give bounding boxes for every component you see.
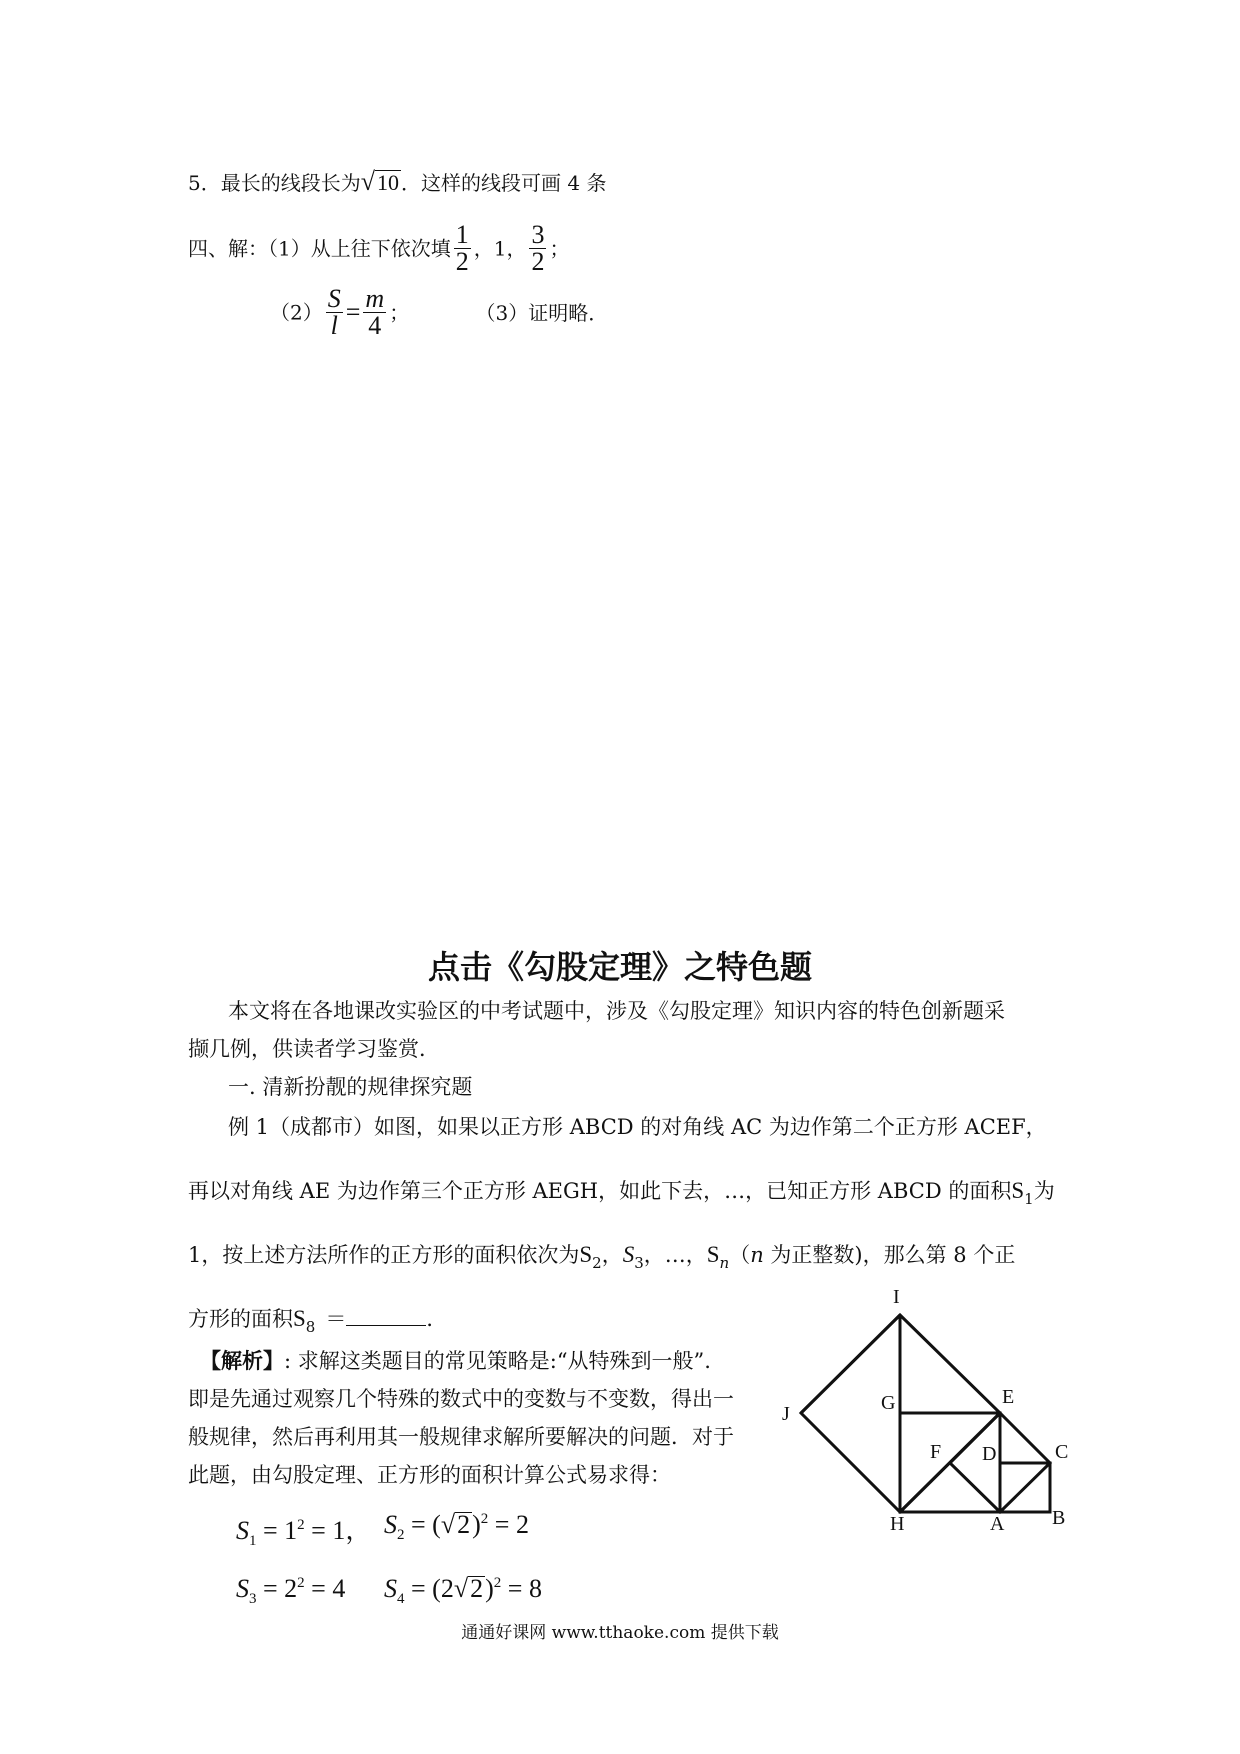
label-c: C xyxy=(1055,1441,1069,1463)
intro-line-1: 本文将在各地课改实验区的中考试题中，涉及《勾股定理》知识内容的特色创新题采 xyxy=(228,999,1005,1023)
equation-s4: $S_4 = (2√2)^2 = 8$ xyxy=(384,1574,542,1607)
sqrt-10: 10 xyxy=(377,170,400,195)
answer-5-text-before: 5．最长的线段长为 xyxy=(188,171,361,195)
label-j: J xyxy=(782,1403,790,1425)
equals-sign: = xyxy=(345,297,361,327)
answer-4-2 xyxy=(270,286,608,339)
answer-5: 5．最长的线段长为√10 ．这样的线段可画 4 条 xyxy=(188,167,607,196)
example-line-4: 方形的面积$S_8$ ＝ ． xyxy=(188,1306,448,1336)
answer-4-2-semi: ； xyxy=(389,300,410,325)
footer-text: 通通好课网 www.tthaoke.com 提供下载 xyxy=(461,1623,779,1643)
answer-4-2-label: （2） xyxy=(270,300,323,325)
fraction-one-half: $\frac{1}{2}$ xyxy=(455,220,469,276)
example-line-1: 例 1（成都市）如图，如果以正方形 ABCD 的对角线 AC 为边作第二个正方形 ACEF， xyxy=(228,1115,1047,1139)
analysis-line-1: 【解析】: 求解这类题目的常见策略是:“从特殊到一般”. xyxy=(200,1348,711,1373)
label-i: I xyxy=(893,1286,900,1308)
fraction-s-over-l: $\frac{S}{l}$ xyxy=(327,284,341,340)
equation-s2: $S_2 = (√2)^2 = 2$ xyxy=(384,1510,529,1543)
answer-blank[interactable] xyxy=(346,1325,426,1326)
article-title: 点击《勾股定理》之特色题 xyxy=(427,948,812,986)
equation-s1: $S_1 = 1^2 = 1$， xyxy=(236,1516,372,1549)
answer-4-mid: ，1， xyxy=(473,236,527,261)
analysis-line-4: 此题，由勾股定理、正方形的面积计算公式易求得： xyxy=(188,1463,671,1487)
analysis-line-3: 般规律，然后再利用其一般规律求解所要解决的问题．对于 xyxy=(188,1425,734,1449)
answer-4-lead: 四、解：（1）从上往下依次填 xyxy=(188,236,451,261)
answer-4-1 xyxy=(188,222,569,275)
intro-line-2: 撷几例，供读者学习鉴赏． xyxy=(188,1037,440,1061)
example-line-2: 再以对角线 AE 为边作第三个正方形 AEGH，如此下去，…，已知正方形 ABCD 的面积$S_1$为 xyxy=(188,1178,1055,1208)
answer-4-3: （3）证明略． xyxy=(475,300,609,325)
section-heading: 一. 清新扮靓的规律探究题 xyxy=(228,1075,473,1099)
analysis-label: 【解析】 xyxy=(200,1348,284,1373)
fraction-three-halves: $\frac{3}{2}$ xyxy=(531,220,545,276)
label-b: B xyxy=(1052,1507,1066,1529)
label-d: D xyxy=(982,1443,997,1465)
label-h: H xyxy=(890,1513,905,1535)
square-spiral-figure xyxy=(780,1280,1110,1540)
example-line-3: 1，按上述方法所作的正方形的面积依次为$S_2$，$S_3$，…，$S_n(n$ 为正整数)，那么第 8 个正 xyxy=(188,1242,1016,1272)
label-e: E xyxy=(1002,1386,1015,1408)
answer-4-end: ； xyxy=(549,236,570,261)
label-f: F xyxy=(930,1441,942,1463)
fraction-m-over-4: $\frac{m}{4}$ xyxy=(365,284,385,340)
label-g: G xyxy=(881,1392,896,1414)
analysis-line-2: 即是先通过观察几个特殊的数式中的变数与不变数，得出一 xyxy=(188,1387,734,1411)
answer-5-text-after: ．这样的线段可画 4 条 xyxy=(401,171,607,195)
label-a: A xyxy=(990,1513,1005,1535)
equation-s3: $S_3 = 2^2 = 4$ xyxy=(236,1574,346,1607)
